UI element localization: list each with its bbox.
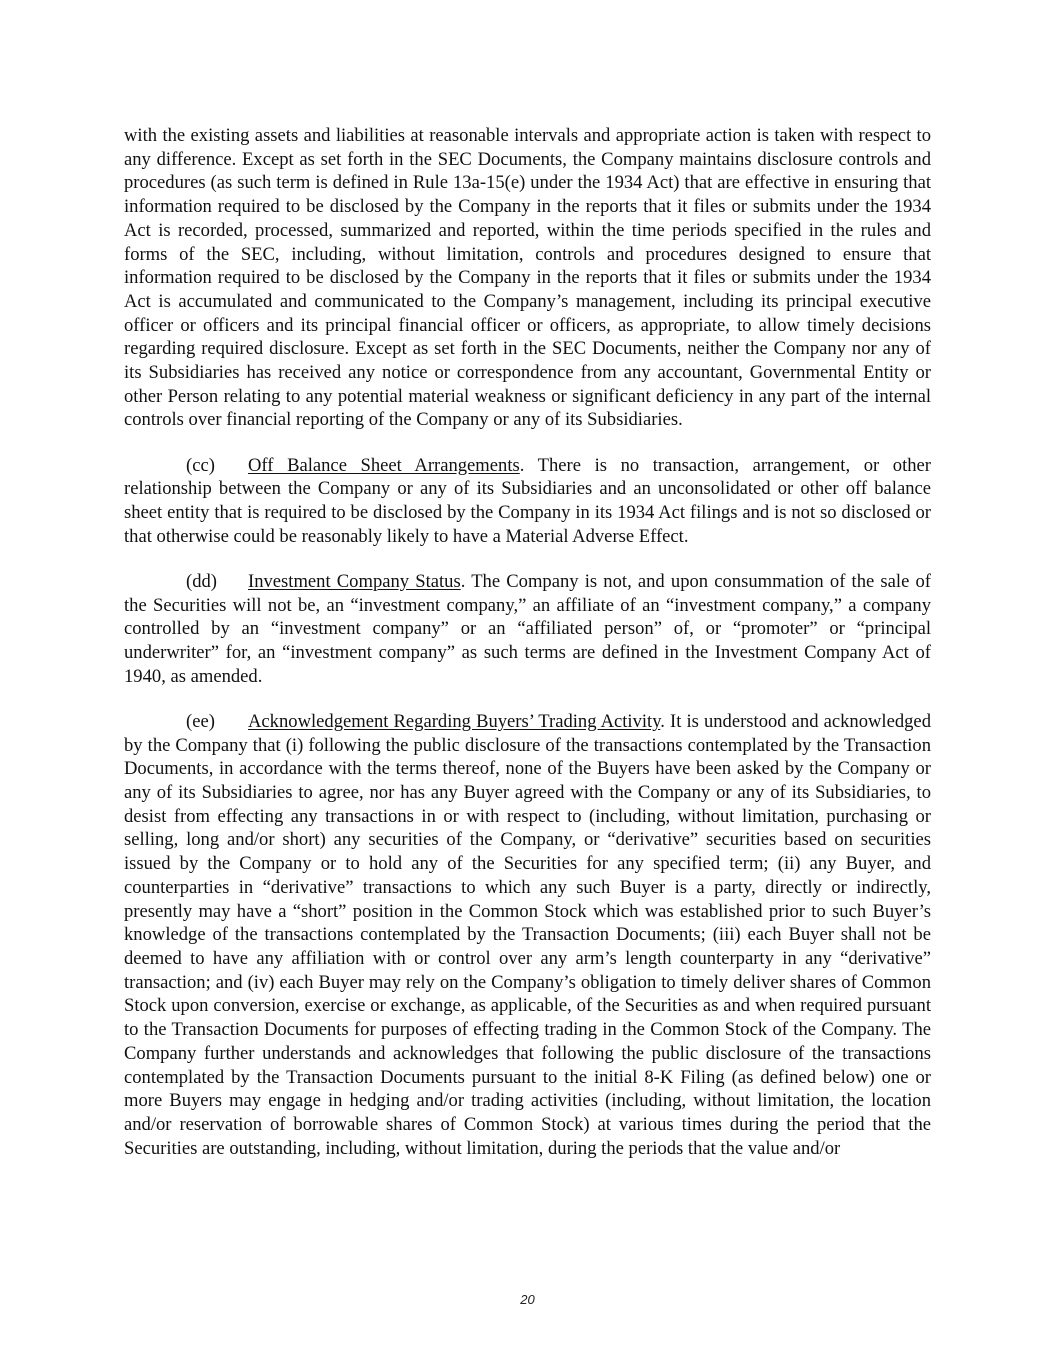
section-cc-body: . There is no transaction, arrangement, or other relationship between the Company or any of its Subsidiaries and an unconsolidated or other off balance sheet entity that is required to be disclosed by the Company in its 1934 Act filings and is not so disclosed or that otherwise could be reasonably likely to have a Material Adverse Effect. [124, 454, 931, 547]
section-dd-heading: Investment Company Status [248, 570, 461, 592]
section-dd-number: (dd) [186, 570, 217, 592]
section-dd-paragraph [124, 570, 931, 689]
page-number: 20 [520, 1292, 535, 1307]
section-ee-heading: Acknowledgement Regarding Buyers’ Trading Activity [248, 710, 661, 732]
section-dd-body: . The Company is not, and upon consummation of the sale of the Securities will not be, an “investment company,” an affiliate of an “investment company,” a company controlled by an “investment company” or an “affiliated person” of, or “promoter” or “principal underwriter” for, an “investment company” as such terms are defined in the Investment Company Act of 1940, as amended. [124, 570, 931, 687]
section-ee-body: . It is understood and acknowledged by the Company that (i) following the public disclosure of the transactions contemplated by the Transaction Documents, in accordance with the terms thereof, none of the Buyers have been asked by the Company or any of its Subsidiaries to agree, nor has any Buyer agreed with the Company or any of its Subsidiaries, to desist from effecting any transactions in or with respect to (including, without limitation, purchasing or selling, long and/or short) any securities of the Company, or “derivative” securities based on securities issued by the Company or to hold any of the Securities for any specified term; (ii) any Buyer, and counterparties in “derivative” transactions to which any such Buyer is a party, directly or indirectly, presently may have a “short” position in the Common Stock which was established prior to such Buyer’s knowledge of the transactions contemplated by the Transaction Documents; (iii) each Buyer shall not be deemed to have any affiliation with or control over any arm’s length counterparty in any “derivative” transaction; and (iv) each Buyer may rely on the Company’s obligation to timely deliver shares of Common Stock upon conversion, exercise or exchange, as applicable, of the Securities as and when required pursuant to the Transaction Documents for purposes of effecting trading in the Common Stock of the Company. The Company further understands and acknowledges that following the public disclosure of the transactions contemplated by the Transaction Documents pursuant to the initial 8-K Filing (as defined below) one or more Buyers may engage in hedging and/or trading activities (including, without limitation, the location and/or reservation of borrowable shares of Common Stock) at various times during the period that the Securities are outstanding, including, without limitation, during the periods that the value and/or [124, 710, 931, 1159]
document-body [124, 124, 931, 1182]
section-cc-paragraph [124, 454, 931, 549]
continuation-paragraph: with the existing assets and liabilities at reasonable intervals and appropriate action is taken with respect to any difference. Except as set forth in the SEC Documents, the Company maintains disclosure controls and procedures (as such term is defined in Rule 13a-15(e) under the 1934 Act) that are effective in ensuring that information required to be disclosed by the Company in the reports that it files or submits under the 1934 Act is recorded, processed, summarized and reported, within the time periods specified in the rules and forms of the SEC, including, without limitation, controls and procedures designed to ensure that information required to be disclosed by the Company in the reports that it files or submits under the 1934 Act is accumulated and communicated to the Company’s management, including its principal executive officer or officers and its principal financial officer or officers, as appropriate, to allow timely decisions regarding required disclosure. Except as set forth in the SEC Documents, neither the Company nor any of its Subsidiaries has received any notice or correspondence from any accountant, Governmental Entity or other Person relating to any potential material weakness or significant deficiency in any part of the internal controls over financial reporting of the Company or any of its Subsidiaries. [124, 125, 931, 431]
section-cc-heading: Off Balance Sheet Arrangements [248, 454, 520, 476]
section-ee-number: (ee) [186, 710, 215, 732]
section-cc-number: (cc) [186, 454, 215, 476]
section-ee-paragraph [124, 710, 931, 1160]
